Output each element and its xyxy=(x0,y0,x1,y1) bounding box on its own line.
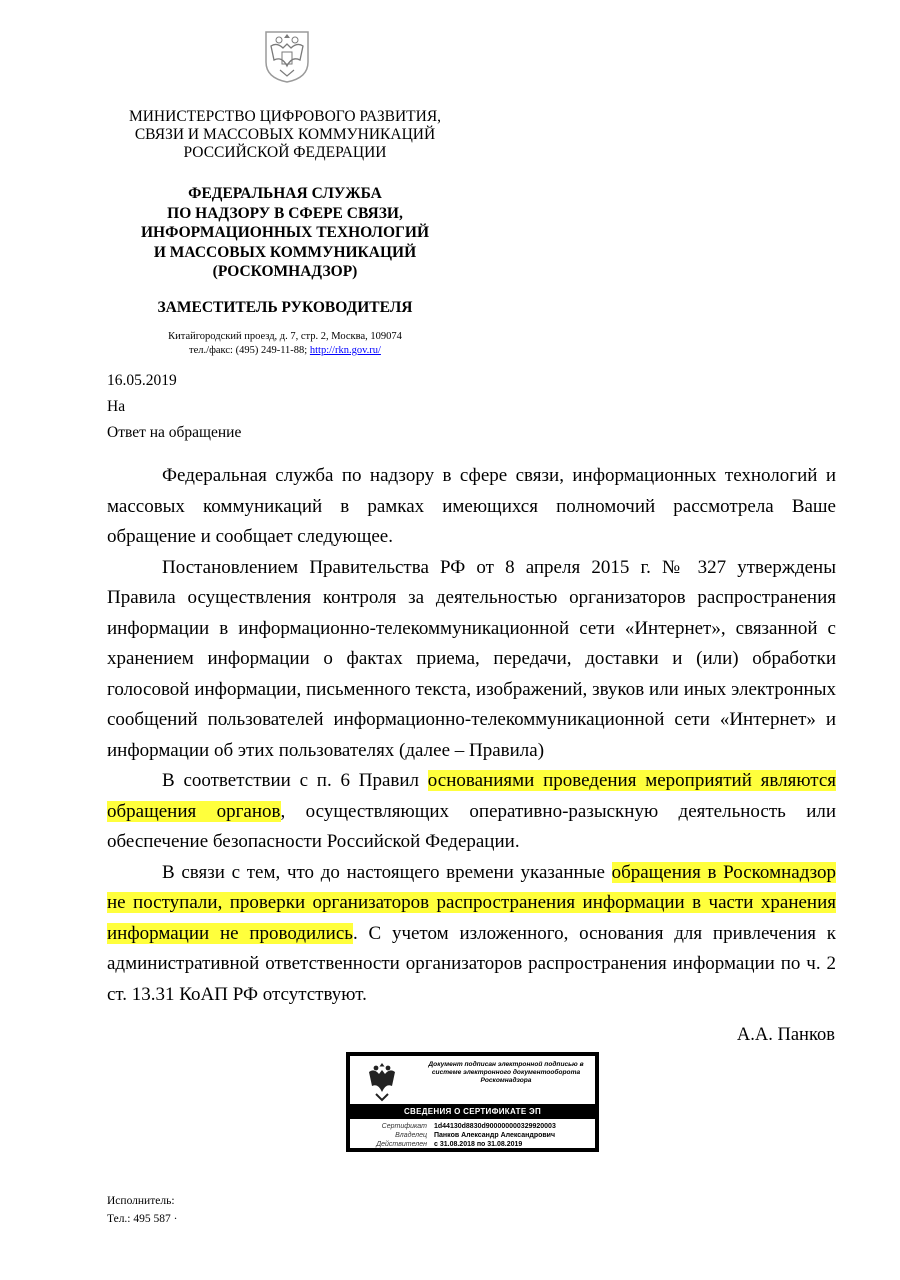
paragraph-2: Постановлением Правительства РФ от 8 апреля 2015 г. № 327 утверждены Правила осуществления контроля за деятельностью организаторов распространения информации в информационно-телекоммуникационной сети «Интернет», связанной с хранением информации о фактах приема, передачи, доставки и (или) обработки голосовой информации, письменного текста, изображений, звуков или иных электронных сообщений пользователей информационно-телекоммуникационной сети «Интернет» и информации об этих пользователях (далее – Правила) xyxy=(107,556,836,761)
paragraph-1: Федеральная служба по надзору в сфере связи, информационных технологий и массовых коммуникаций в рамках имеющихся полномочий рассмотрела Ваше обращение и сообщает следующее. xyxy=(107,465,836,547)
paragraph-4 xyxy=(107,858,836,1011)
ministry-line: МИНИСТЕРСТВО ЦИФРОВОГО РАЗВИТИЯ, xyxy=(128,108,442,125)
validity-label: Действителен xyxy=(376,1141,427,1148)
validity-value: с 31.08.2018 по 31.08.2019 xyxy=(434,1141,523,1148)
letter-body xyxy=(107,461,836,1010)
state-emblem xyxy=(262,26,312,84)
letter-date: 16.05.2019 xyxy=(107,372,177,389)
certificate-label: Сертификат xyxy=(381,1123,427,1130)
paragraph-3-start: В соответствии с п. 6 Правил xyxy=(162,770,428,791)
site-link[interactable]: http://rkn.gov.ru/ xyxy=(309,344,381,356)
service-line: И МАССОВЫХ КОММУНИКАЦИЙ xyxy=(153,243,417,261)
executor-label: Исполнитель: xyxy=(107,1195,175,1207)
letter-reference: На xyxy=(107,398,126,415)
paragraph-4-start: В связи с тем, что до настоящего времени указанные xyxy=(162,861,612,883)
address-block xyxy=(110,330,460,357)
certificate-value: 1d44130d8830d900000000329920003 xyxy=(434,1123,556,1130)
ministry-line: РОССИЙСКОЙ ФЕДЕРАЦИИ xyxy=(183,144,387,161)
signature-certificate-stamp xyxy=(346,1052,599,1152)
highlighted-text: обращения в Роскомнадзор не поступали, проверки организаторов распространения информации в части хранения информации не проводились xyxy=(107,861,836,944)
highlighted-text: основаниями проведения мероприятий являются обращения органов xyxy=(107,770,836,822)
contacts xyxy=(110,344,460,358)
ministry-name xyxy=(110,108,460,162)
owner-label: Владелец xyxy=(395,1132,427,1139)
signature-note: Документ подписан электронной подписью в системе электронного документооборота Роскомнадзора xyxy=(428,1061,584,1084)
eagle-icon xyxy=(364,1062,400,1102)
letter-subject: Ответ на обращение xyxy=(107,424,242,441)
ministry-line: СВЯЗИ И МАССОВЫХ КОММУНИКАЦИЙ xyxy=(134,126,436,143)
paragraph-3-end: , осуществляющих оперативно-разыскную деятельность или обеспечение безопасности Российской Федерации. xyxy=(107,800,837,852)
paragraph-3 xyxy=(107,766,836,858)
owner-value: Панков Александр Александрович xyxy=(434,1132,556,1139)
signer-name: А.А. Панков xyxy=(736,1025,835,1045)
address: Китайгородский проезд, д. 7, стр. 2, Москва, 109074 xyxy=(168,331,402,342)
paragraph-4-end: . С учетом изложенного, основания для привлечения к административной ответственности организаторов распространения информации по ч. 2 ст. 13.31 КоАП РФ отсутствуют. xyxy=(107,922,836,1005)
service-line: (РОСКОМНАДЗОР) xyxy=(212,263,358,280)
service-line: ИНФОРМАЦИОННЫХ ТЕХНОЛОГИЙ xyxy=(140,224,430,241)
service-line: ПО НАДЗОРУ В СФЕРЕ СВЯЗИ, xyxy=(167,204,403,222)
executor-phone: Тел.: 495 587 · xyxy=(107,1213,178,1225)
certificate-title: СВЕДЕНИЯ О СЕРТИФИКАТЕ ЭП xyxy=(350,1104,595,1119)
deputy-title: ЗАМЕСТИТЕЛЬ РУКОВОДИТЕЛЯ xyxy=(157,299,413,316)
service-name xyxy=(110,184,460,282)
service-line: ФЕДЕРАЛЬНАЯ СЛУЖБА xyxy=(188,185,382,202)
phone-fax: тел./факс: (495) 249-11-88; xyxy=(189,344,310,356)
